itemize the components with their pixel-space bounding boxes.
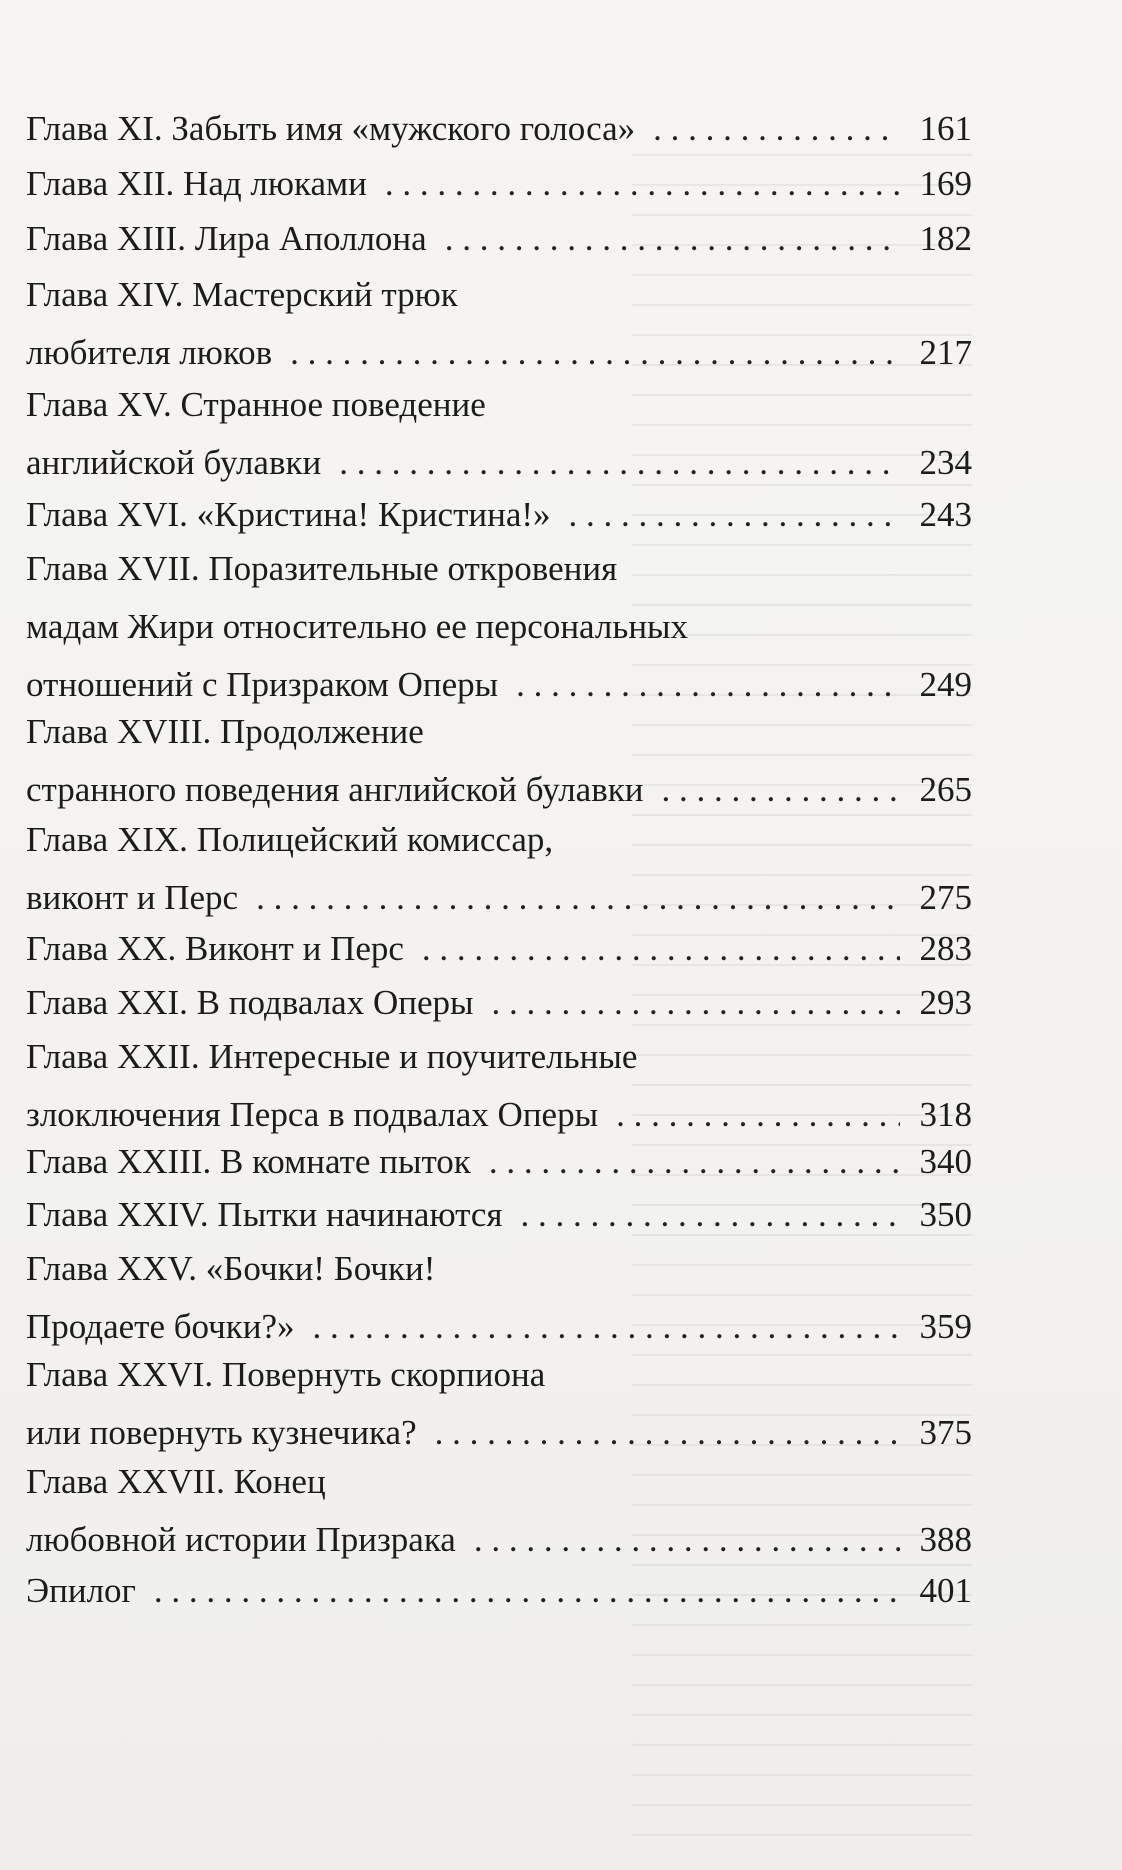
toc-entry-title: Глава XXV. «Бочки! Бочки! <box>26 1249 436 1288</box>
toc-entry <box>26 1240 972 1356</box>
toc-entry-title: любителя люков <box>26 333 273 372</box>
toc-page-number: 182 <box>919 219 972 258</box>
toc-entry-title: Глава XXI. В подвалах Оперы <box>26 983 474 1022</box>
toc-entry-title: любовной истории Призрака <box>26 1520 456 1559</box>
toc-page-number: 275 <box>919 878 972 917</box>
toc-entry-title: Глава XV. Странное поведение <box>26 385 486 424</box>
toc-line <box>26 920 972 978</box>
toc-line <box>26 1453 972 1511</box>
toc-entry-title: Глава XII. Над люками <box>26 164 367 203</box>
toc-line <box>26 811 972 869</box>
toc-page-number: 388 <box>919 1520 972 1559</box>
toc-entry <box>26 974 972 1032</box>
toc-entry-title: виконт и Перс <box>26 878 239 917</box>
toc-page-number: 318 <box>919 1095 972 1134</box>
toc-entry-title: отношений с Призраком Оперы <box>26 665 499 704</box>
toc-entry <box>26 376 972 492</box>
toc-page-number: 234 <box>919 443 972 482</box>
toc-entry-title: Глава XIX. Полицейский комиссар, <box>26 820 554 859</box>
toc-entry <box>26 1028 972 1144</box>
toc-page-number: 293 <box>919 983 972 1022</box>
dot-leader <box>474 1511 900 1569</box>
toc-line <box>26 974 972 1032</box>
toc-entry <box>26 1562 972 1620</box>
dot-leader <box>256 869 900 927</box>
toc-entry <box>26 210 972 268</box>
toc-page-number: 265 <box>919 770 972 809</box>
toc-page-number: 283 <box>919 929 972 968</box>
toc-line <box>26 598 972 656</box>
toc-page-number: 340 <box>919 1142 972 1181</box>
toc-line <box>26 486 972 544</box>
toc-line <box>26 266 972 324</box>
toc-page-number: 359 <box>919 1307 972 1346</box>
toc-line <box>26 210 972 268</box>
toc-line <box>26 1240 972 1298</box>
toc-entry-title: Глава XVII. Поразительные откровения <box>26 549 618 588</box>
dot-leader <box>339 434 900 492</box>
toc-entry-title: странного поведения английской булавки <box>26 770 644 809</box>
dot-leader <box>445 210 900 268</box>
toc-line <box>26 703 972 761</box>
toc-entry-title: английской булавки <box>26 443 322 482</box>
toc-entry <box>26 266 972 382</box>
toc-page-number: 217 <box>919 333 972 372</box>
toc-line <box>26 1511 972 1569</box>
toc-line <box>26 434 972 492</box>
toc-line <box>26 540 972 598</box>
toc-page-number: 350 <box>919 1195 972 1234</box>
toc-entry <box>26 1346 972 1462</box>
toc-page-number: 243 <box>919 495 972 534</box>
toc-page-number: 161 <box>919 109 972 148</box>
toc-line <box>26 1133 972 1191</box>
toc-line <box>26 100 972 158</box>
toc-entry-title: Глава XXVII. Конец <box>26 1462 326 1501</box>
toc-entry-title: Глава XXII. Интересные и поучительные <box>26 1037 638 1076</box>
toc-page-number: 375 <box>919 1413 972 1452</box>
dot-leader <box>489 1133 900 1191</box>
dot-leader <box>385 155 900 213</box>
toc-entry-title: Глава XXIII. В комнате пыток <box>26 1142 471 1181</box>
toc-line <box>26 1562 972 1620</box>
toc-line <box>26 376 972 434</box>
toc-entry-title: Глава XVI. «Кристина! Кристина!» <box>26 495 551 534</box>
toc-entry-title: или повернуть кузнечика? <box>26 1413 417 1452</box>
toc-entry-title: мадам Жири относительно ее персональных <box>26 607 689 646</box>
toc-entry <box>26 1186 972 1244</box>
dot-leader <box>290 324 900 382</box>
toc-entry <box>26 920 972 978</box>
toc-entry-title: Глава XIV. Мастерский трюк <box>26 275 458 314</box>
toc-entry-title: Продаете бочки?» <box>26 1307 295 1346</box>
toc-line <box>26 1186 972 1244</box>
toc-line <box>26 1028 972 1086</box>
toc-page-number: 401 <box>919 1571 972 1610</box>
toc-line <box>26 869 972 927</box>
toc-entry <box>26 100 972 158</box>
toc-entry-title: Глава XX. Виконт и Перс <box>26 929 404 968</box>
dot-leader <box>569 486 900 544</box>
toc-entry <box>26 703 972 819</box>
toc-entry-title: Глава XXVI. Повернуть скорпиона <box>26 1355 546 1394</box>
toc-line <box>26 1346 972 1404</box>
toc-page-number: 249 <box>919 665 972 704</box>
toc-page-number: 169 <box>919 164 972 203</box>
dot-leader <box>154 1562 900 1620</box>
toc-entry <box>26 486 972 544</box>
toc-entry <box>26 1453 972 1569</box>
toc-entry <box>26 1133 972 1191</box>
toc-line <box>26 324 972 382</box>
toc-entry-title: Глава XI. Забыть имя «мужского голоса» <box>26 109 636 148</box>
toc-entry <box>26 811 972 927</box>
toc-entry-title: злоключения Перса в подвалах Оперы <box>26 1095 599 1134</box>
dot-leader <box>653 100 900 158</box>
dot-leader <box>521 1186 901 1244</box>
toc-line <box>26 155 972 213</box>
dot-leader <box>492 974 901 1032</box>
toc-entry <box>26 540 972 714</box>
toc-entry-title: Эпилог <box>26 1571 136 1610</box>
toc-entry-title: Глава XIII. Лира Аполлона <box>26 219 427 258</box>
toc-entry-title: Глава XXIV. Пытки начинаются <box>26 1195 503 1234</box>
toc-entry-title: Глава XVIII. Продолжение <box>26 712 424 751</box>
dot-leader <box>422 920 900 978</box>
toc-entry <box>26 155 972 213</box>
